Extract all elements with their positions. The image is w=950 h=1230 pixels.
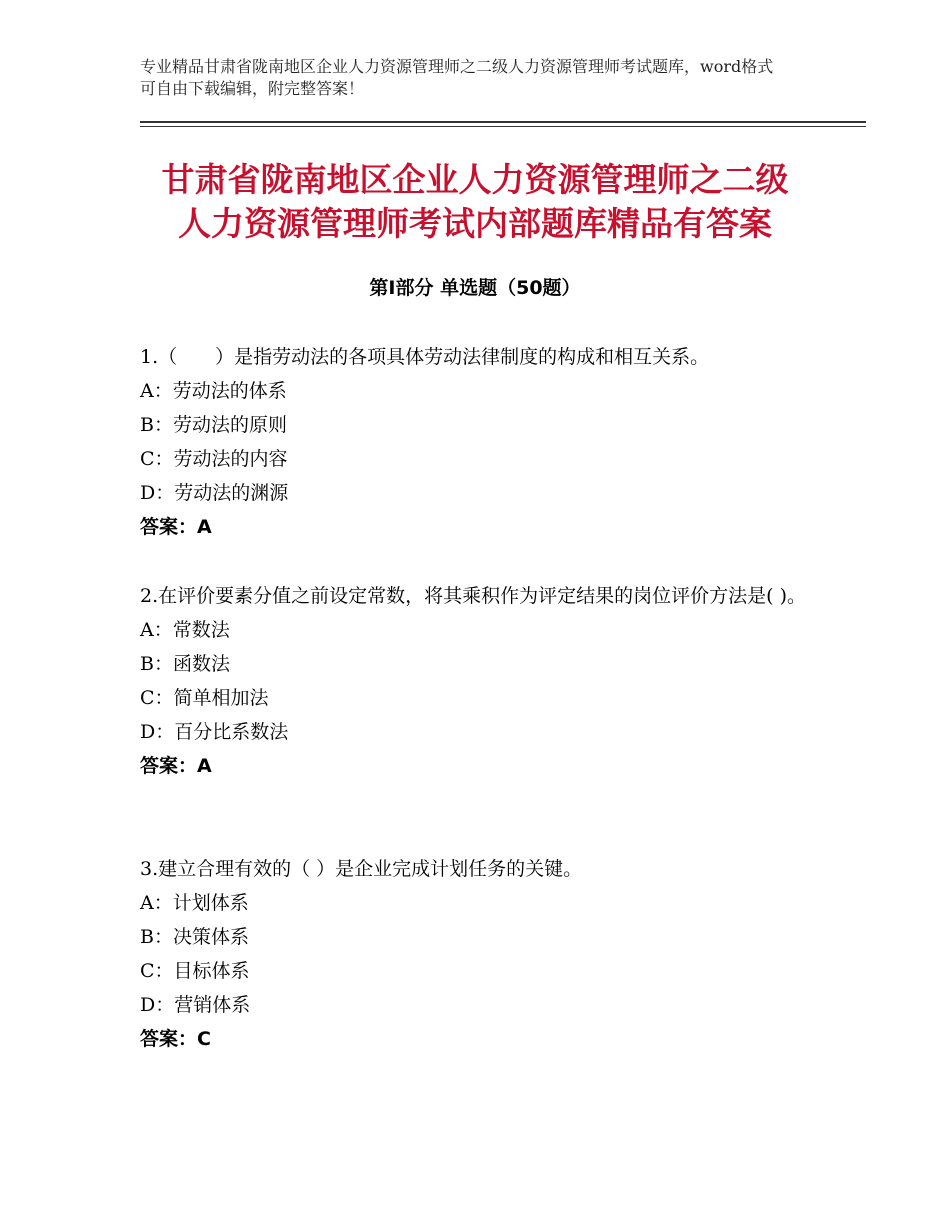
- option-a: A：计划体系: [140, 892, 249, 914]
- question-1: [140, 340, 820, 544]
- option-a: A：劳动法的体系: [140, 380, 287, 402]
- question-3: [140, 852, 820, 1056]
- question-stem: 3.建立合理有效的（ ）是企业完成计划任务的关键。: [140, 858, 583, 880]
- option-c: C：目标体系: [140, 960, 250, 982]
- option-c: C：简单相加法: [140, 687, 269, 709]
- option-b: B：决策体系: [140, 926, 249, 948]
- document-title: [100, 158, 850, 246]
- title-line-1: 甘肃省陇南地区企业人力资源管理师之二级: [161, 160, 789, 199]
- option-b: B：劳动法的原则: [140, 414, 287, 436]
- question-stem: 1.（ ）是指劳动法的各项具体劳动法律制度的构成和相互关系。: [140, 346, 710, 368]
- section-heading: 第Ⅰ部分 单选题（50题）: [369, 277, 581, 299]
- option-d: D：劳动法的渊源: [140, 482, 289, 504]
- title-line-2: 人力资源管理师考试内部题库精品有答案: [178, 204, 772, 243]
- option-d: D：百分比系数法: [140, 721, 289, 743]
- header-divider-thin: [140, 126, 866, 127]
- answer: 答案：A: [140, 755, 212, 777]
- option-a: A：常数法: [140, 619, 230, 641]
- answer: 答案：A: [140, 516, 212, 538]
- header-note: 专业精品甘肃省陇南地区企业人力资源管理师之二级人力资源管理师考试题库，word格式可自由下载编辑，附完整答案！: [140, 57, 774, 98]
- answer: 答案：C: [140, 1028, 211, 1050]
- question-2: [140, 579, 820, 783]
- option-d: D：营销体系: [140, 994, 251, 1016]
- question-stem: 2.在评价要素分值之前设定常数，将其乘积作为评定结果的岗位评价方法是( )。: [140, 585, 806, 607]
- option-b: B：函数法: [140, 653, 230, 675]
- header-divider-thick: [140, 121, 866, 123]
- option-c: C：劳动法的内容: [140, 448, 288, 470]
